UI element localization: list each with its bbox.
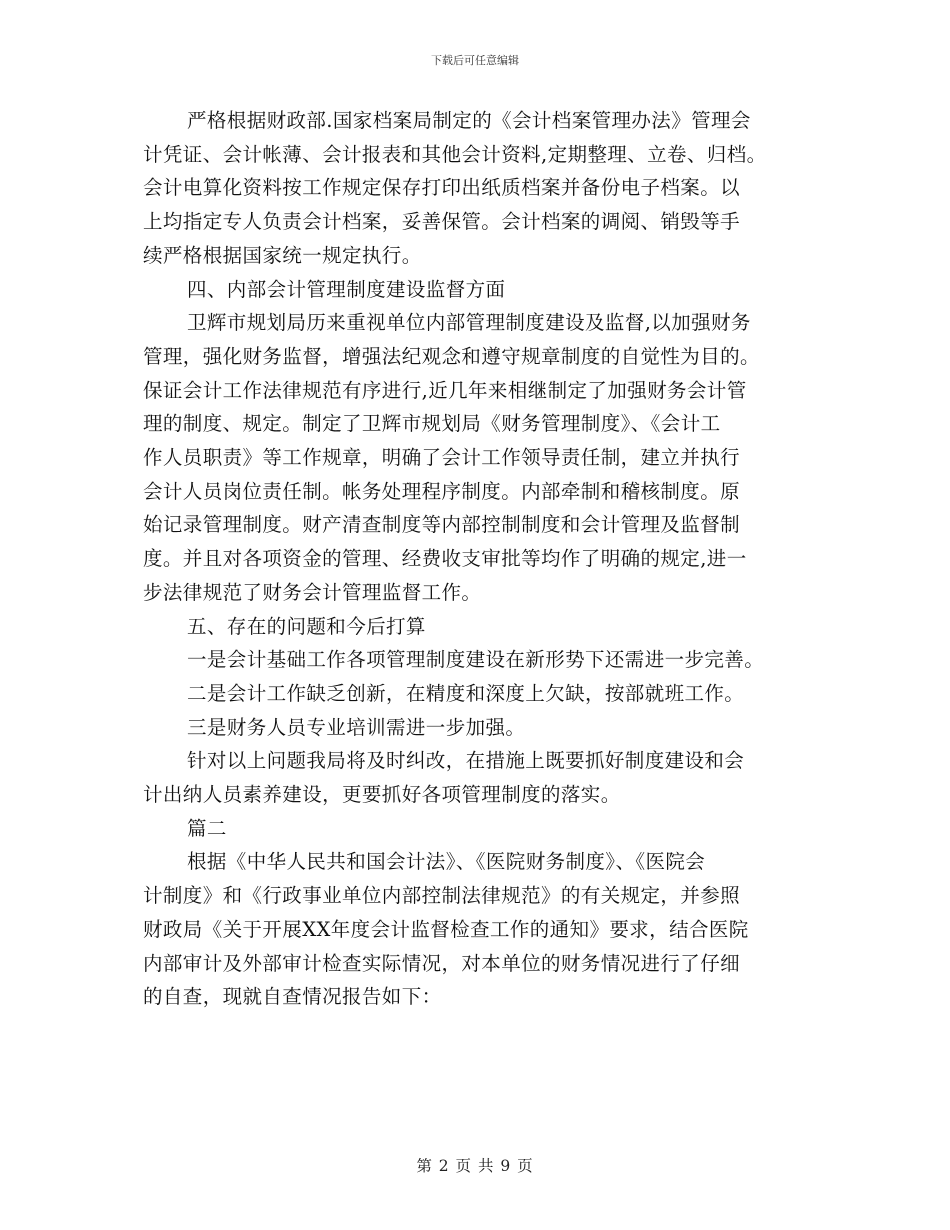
text-line: 的自查，现就自查情况报告如下：: [143, 985, 442, 1009]
text-line: 二是会计工作缺乏创新，在精度和深度上欠缺，按部就班工作。: [187, 681, 745, 705]
text-line: 计凭证、会计帐薄、会计报表和其他会计资料,定期整理、立卷、归档。: [143, 142, 767, 166]
text-line: 篇二: [187, 816, 227, 840]
text-line: 计制度》和《行政事业单位内部控制法律规范》的有关规定，并参照: [143, 884, 741, 908]
text-line: 步法律规范了财务会计管理监督工作。: [143, 580, 482, 604]
page-footer: 第 2 页 共 9 页: [416, 1157, 534, 1175]
text-line: 保证会计工作法律规范有序进行,近几年来相继制定了加强财务会计管: [143, 378, 747, 402]
text-line: 内部审计及外部审计检查实际情况，对本单位的财务情况进行了仔细: [143, 951, 741, 975]
text-line: 财政局《关于开展XX年度会计监督检查工作的通知》要求，结合医院: [143, 917, 749, 941]
text-line: 会计人员岗位责任制。帐务处理程序制度。内部牵制和稽核制度。原: [143, 479, 741, 503]
text-line: 一是会计基础工作各项管理制度建设在新形势下还需进一步完善。: [187, 648, 765, 672]
text-line: 三是财务人员专业培训需进一步加强。: [187, 715, 526, 739]
text-line: 上均指定专人负责会计档案，妥善保管。会计档案的调阅、销毁等手: [143, 210, 741, 234]
text-line: 根据《中华人民共和国会计法》、《医院财务制度》、《医院会: [187, 850, 706, 874]
text-line: 度。并且对各项资金的管理、经费收支审批等均作了明确的规定,进一: [143, 547, 747, 571]
text-line: 理的制度、规定。制定了卫辉市规划局《财务管理制度》、《会计工: [143, 412, 721, 436]
text-line: 卫辉市规划局历来重视单位内部管理制度建设及监督,以加强财务: [187, 311, 751, 335]
text-line: 会计电算化资料按工作规定保存打印出纸质档案并备份电子档案。以: [143, 176, 741, 200]
text-line: 续严格根据国家统一规定执行。: [143, 243, 422, 267]
text-line: 严格根据财政部.国家档案局制定的《会计档案管理办法》管理会: [187, 109, 751, 132]
text-line: 始记录管理制度。财产清查制度等内部控制制度和会计管理及监督制: [143, 513, 741, 537]
text-line: 四、内部会计管理制度建设监督方面: [187, 277, 506, 301]
page-header: 下载后可任意编辑: [431, 54, 519, 67]
text-line: 针对以上问题我局将及时纠改，在措施上既要抓好制度建设和会: [187, 749, 745, 773]
text-line: 管理，强化财务监督，增强法纪观念和遵守规章制度的自觉性为目的。: [143, 344, 760, 368]
text-line: 计出纳人员素养建设，更要抓好各项管理制度的落实。: [143, 783, 621, 806]
text-line: 五、存在的问题和今后打算: [187, 614, 426, 638]
text-line: 作人员职责》等工作规章，明确了会计工作领导责任制，建立并执行: [143, 446, 741, 469]
